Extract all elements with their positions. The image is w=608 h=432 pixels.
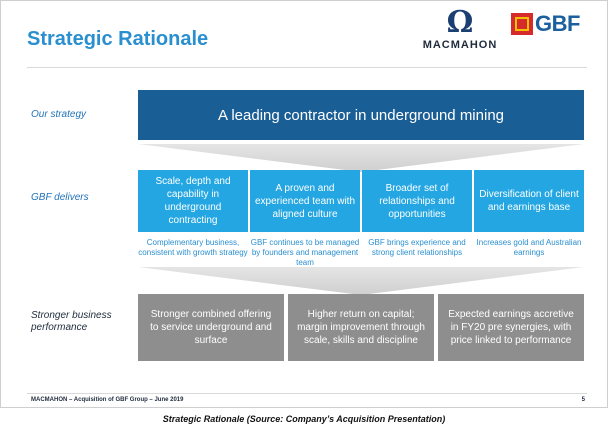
row-label-strategy: Our strategy xyxy=(31,109,87,120)
macmahon-logo-text: MACMAHON xyxy=(422,39,498,51)
deliver-box-2: A proven and experienced team with aligned culture xyxy=(250,170,360,232)
gbf-logo xyxy=(511,11,580,37)
performance-box-1: Stronger combined offering to service underground and surface xyxy=(138,294,284,361)
figure-caption: Strategic Rationale (Source: Company’s Acquisition Presentation) xyxy=(162,414,446,424)
row-label-performance-line1: Stronger business xyxy=(31,310,112,321)
performance-box-2: Higher return on capital; margin improvement through scale, skills and discipline xyxy=(288,294,434,361)
gbf-mark-icon xyxy=(511,13,533,35)
row-label-delivers: GBF delivers xyxy=(31,192,89,203)
page-number: 5 xyxy=(581,397,585,403)
deliver-sub-2: GBF continues to be managed by founders and management team xyxy=(250,238,360,267)
deliver-sub-3: GBF brings experience and strong client relationships xyxy=(368,238,466,257)
deliver-box-4: Diversification of client and earnings base xyxy=(474,170,584,232)
deliver-sub-1: Complementary business, consistent with growth strategy xyxy=(138,238,248,257)
chevron-arrow-2 xyxy=(138,267,584,295)
macmahon-logo xyxy=(417,7,503,51)
omega-icon: Ω xyxy=(446,5,474,40)
footer-text: MACMAHON – Acquisition of GBF Group – June 2019 xyxy=(31,397,184,403)
row-label-performance-line2: performance xyxy=(31,322,88,333)
performance-box-3: Expected earnings accretive in FY20 pre synergies, with price linked to performance xyxy=(438,294,584,361)
title-divider xyxy=(27,67,587,68)
deliver-sub-4: Increases gold and Australian earnings xyxy=(476,238,582,257)
deliver-box-1: Scale, depth and capability in underground contracting xyxy=(138,170,248,232)
gbf-logo-text: GBF xyxy=(535,11,580,36)
row-label-performance xyxy=(31,310,112,334)
deliver-box-3: Broader set of relationships and opportunities xyxy=(362,170,472,232)
footer-divider xyxy=(27,393,587,394)
page-title: Strategic Rationale xyxy=(27,28,209,50)
strategy-box: A leading contractor in underground mining xyxy=(138,90,584,140)
chevron-arrow-1 xyxy=(138,144,584,172)
